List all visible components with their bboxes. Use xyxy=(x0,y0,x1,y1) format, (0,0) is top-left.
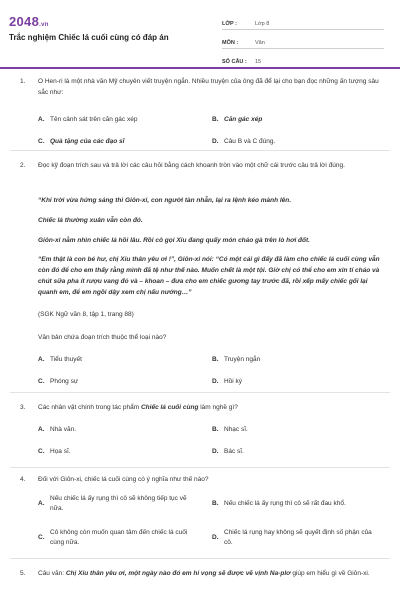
header-divider xyxy=(0,67,400,69)
option-text: Câu B và C đúng. xyxy=(224,138,276,145)
question-number: 3. xyxy=(20,404,26,411)
option-text: Quà tặng của các đạo sĩ xyxy=(50,138,125,145)
question-text xyxy=(38,402,383,413)
question-divider xyxy=(10,467,390,468)
option-letter: A. xyxy=(38,500,45,507)
question-text: Đọc kỹ đoạn trích sau và trả lời các câu hỏi bằng cách khoanh tròn vào một chữ cái trước câu trả lời đúng. xyxy=(38,162,345,169)
meta-row-grade xyxy=(222,15,384,30)
option-text: Bác sĩ. xyxy=(224,448,244,455)
passage-source: (SGK Ngữ văn 8, tập 1, trang 88) xyxy=(38,311,134,318)
question-text: O Hen-ri là một nhà văn Mỹ chuyên viết truyện ngắn. Nhiều truyện của ông đã để lại cho bạn đọc những ấn tượng sâu sắc như: xyxy=(38,78,379,96)
meta-label: LỚP : xyxy=(222,21,237,27)
meta-row-subject xyxy=(222,34,384,49)
meta-value: 15 xyxy=(255,59,262,65)
logo-text: 2048 xyxy=(9,14,40,29)
option-text: Nhạc sĩ. xyxy=(224,426,248,433)
quiz-meta xyxy=(222,15,384,72)
passage-line: “Khi trời vừa hửng sáng thì Giôn-xi, con người tàn nhẫn, lại ra lệnh kéo mành lên. xyxy=(38,197,292,204)
question-text-emphasis: Chiếc lá cuối cùng xyxy=(140,404,199,411)
option-letter: D. xyxy=(212,378,219,385)
option-letter: C. xyxy=(38,448,45,455)
option-text: Căn gác xép xyxy=(224,116,263,123)
option-text: Họa sĩ. xyxy=(50,448,71,455)
question-number: 1. xyxy=(20,78,26,85)
passage-line: “Em thật là con bé hư, chị Xiu thân yêu ơi !”, Giôn-xi nói: “Có một cái gì đấy đã làm cho chiếc lá cuối cùng vẫn còn đó để cho em thấy rằng mình đã tệ như thế nào. Muốn chết là một tội. Giờ chị có thể cho em xin tí cháo và chút sữa pha ít rượu vang đỏ và – khoan – đưa cho em chiếc gương tay trước đã, rồi xếp mấy chiếc gối lại quanh em, để em ngồi dậy xem chị nấu nướng…” xyxy=(38,256,380,296)
option-letter: B. xyxy=(212,116,219,123)
option-text: Nhà văn. xyxy=(50,426,77,433)
meta-value: Lớp 8 xyxy=(255,21,270,27)
option-letter: C. xyxy=(38,138,45,145)
option-letter: B. xyxy=(212,426,219,433)
question-divider xyxy=(10,392,390,393)
option-letter: D. xyxy=(212,448,219,455)
question-text: Đối với Giôn-xi, chiếc lá cuối cùng có ý nghĩa như thế nào? xyxy=(38,476,209,483)
question-text-pre: Câu văn: xyxy=(38,570,66,577)
option-letter: A. xyxy=(38,356,45,363)
passage-line: Giôn-xi nằm nhìn chiếc lá hồi lâu. Rồi cô gọi Xiu đang quấy món cháo gà trên lò hơi đốt. xyxy=(38,237,310,244)
logo-tld: .vn xyxy=(39,22,49,28)
question-number: 4. xyxy=(20,476,26,483)
question-sub: Văn bản chứa đoạn trích thuộc thể loại nào? xyxy=(38,334,167,341)
question-number: 5. xyxy=(20,570,26,577)
option-text: Chiếc lá rụng hay không sẽ quyết định số phận của cô. xyxy=(224,529,372,546)
meta-label: SỐ CÂU : xyxy=(222,59,247,65)
option-text: Tiểu thuyết xyxy=(50,356,82,363)
option-letter: D. xyxy=(212,534,219,541)
option-letter: A. xyxy=(38,116,45,123)
option-text: Nếu chiếc lá ấy rụng thì cô sẽ không tiếp tục vẽ nữa. xyxy=(50,495,187,512)
option-text: Hồi ký xyxy=(224,378,243,385)
option-text: Cô không còn muốn quan tâm đến chiếc lá cuối cùng nữa. xyxy=(50,529,188,546)
option-letter: B. xyxy=(212,500,219,507)
question-text-emphasis: Chị Xiu thân yêu ơi, một ngày nào đó em hi vọng sẽ được vẽ vịnh Na-plơ xyxy=(65,570,291,577)
question-divider xyxy=(10,150,390,151)
option-text: Truyện ngắn xyxy=(224,356,261,363)
question-text-pre: Các nhân vật chính trong tác phẩm xyxy=(38,404,141,411)
question-text xyxy=(38,568,383,579)
page-title: Trắc nghiệm Chiếc lá cuối cùng có đáp án xyxy=(9,33,169,42)
option-text: Phóng sự xyxy=(50,378,79,385)
question-number: 2. xyxy=(20,162,26,169)
question-text-post: giúp em hiểu gì về Giôn-xi. xyxy=(290,570,370,577)
meta-row-count xyxy=(222,53,384,68)
option-letter: C. xyxy=(38,378,45,385)
question-text-post: làm nghề gì? xyxy=(198,404,238,411)
passage-line: Chiếc lá thường xuân vẫn còn đó. xyxy=(38,217,143,224)
option-letter: D. xyxy=(212,138,219,145)
option-letter: A. xyxy=(38,426,45,433)
site-logo[interactable] xyxy=(9,14,49,29)
option-letter: B. xyxy=(212,356,219,363)
header xyxy=(0,0,400,70)
option-letter: C. xyxy=(38,534,45,541)
meta-label: MÔN : xyxy=(222,40,239,46)
meta-value: Văn xyxy=(255,40,265,46)
option-text: Nếu chiếc lá ấy rụng thì cô sẽ rất đau khổ. xyxy=(224,500,346,507)
question-divider xyxy=(10,558,390,559)
option-text: Tên cảnh sát trên căn gác xép xyxy=(50,116,138,123)
